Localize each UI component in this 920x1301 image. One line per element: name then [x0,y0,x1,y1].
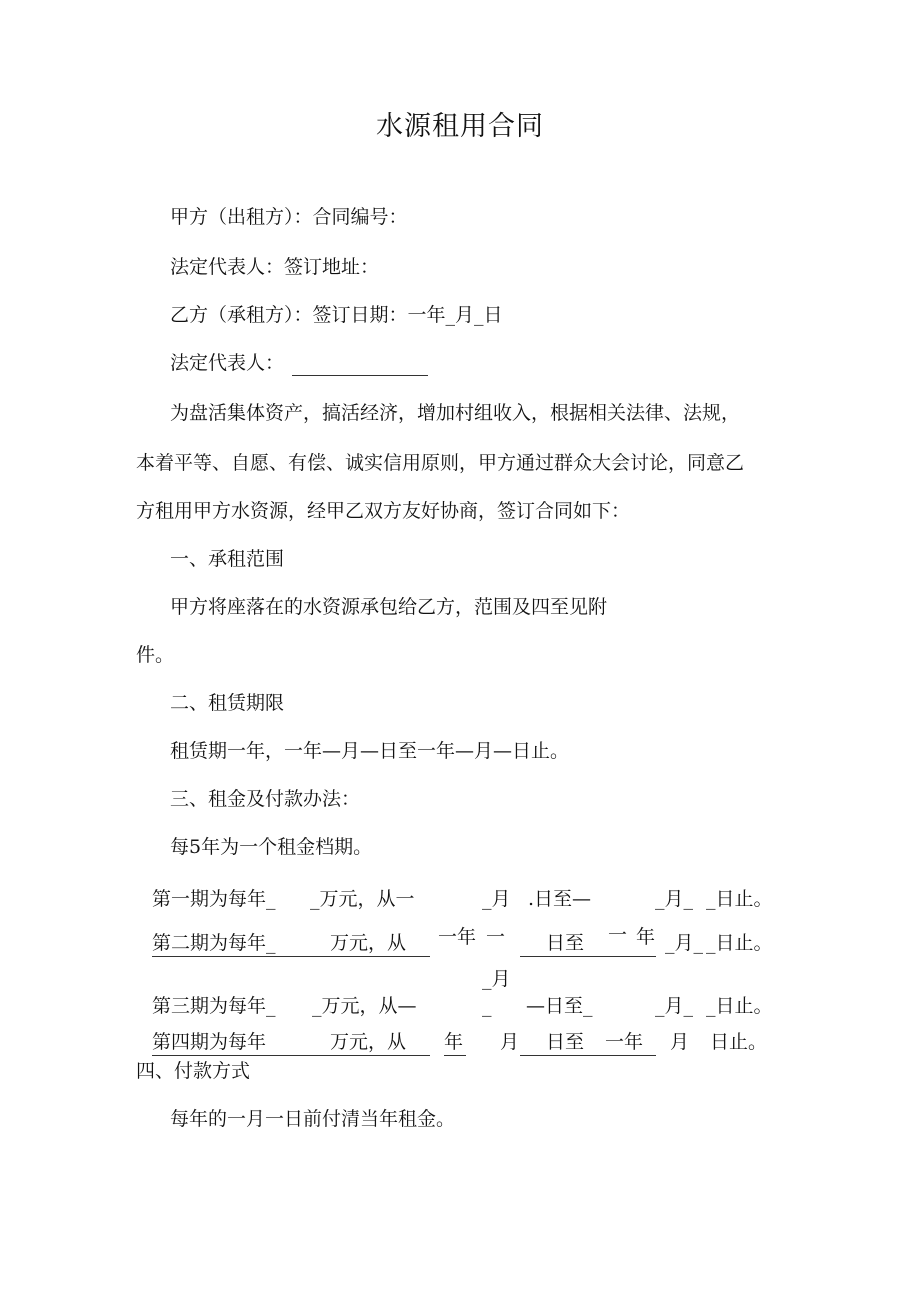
period-2-amount: 万元，从 [330,932,407,954]
period-4-underline-1 [152,1055,430,1056]
period-2-year-2: 年 [636,926,656,948]
section-4-heading: 四、付款方式 [136,1060,251,1082]
period-1-month: _月 [482,888,511,910]
period-4-year-2: 一年 [605,1031,644,1053]
representative-b-line [170,350,428,376]
period-2-month: _月 [482,968,511,990]
period-4-year: 年 [444,1031,464,1053]
period-2-end: _日止。 [706,932,773,954]
period-4-end: 日止。 [710,1031,768,1053]
period-3-end-month: _月_ [655,995,694,1017]
period-4-underline-2 [444,1055,466,1056]
section-1-heading: 一、承租范围 [170,548,285,570]
period-4-end-month: 月 [670,1031,690,1053]
section-2-heading: 二、租赁期限 [170,692,285,714]
period-3-label: 第三期为每年_ [152,995,276,1017]
section-1-body-1: 甲方将座落在的水资源承包给乙方，范围及四至见附 [170,596,608,618]
period-1-label: 第一期为每年_ [152,888,276,910]
intro-line-3: 方租用甲方水资源，经甲乙双方友好协商，签订合同如下： [136,500,631,522]
section-4-body: 每年的一月一日前付清当年租金。 [170,1108,456,1130]
period-1-amount: _万元，从一 [310,888,415,910]
period-3-blank: _ [482,995,492,1017]
period-3-end: _日止。 [706,995,773,1017]
section-2-body: 租赁期一年，一年—月—日至一年—月—日止。 [170,740,570,762]
party-a-line: 甲方（出租方）：合同编号： [170,206,408,228]
representative-b-blank [292,357,428,376]
section-3-heading: 三、租金及付款办法： [170,788,361,810]
schedule-period-2 [150,924,773,990]
period-1-day-to: .日至— [528,888,592,910]
period-2-end-month: _月_ [665,932,704,954]
period-4-amount: 万元，从 [330,1031,407,1053]
schedule-period-3 [150,993,773,1023]
period-2-year: 一年 [438,926,477,948]
period-3-day-to: —日至_ [526,995,593,1017]
period-2-dash-2: 一 [608,924,628,946]
period-4-month: 月 [500,1031,520,1053]
period-4-label: 第四期为每年 [152,1031,267,1053]
period-2-dash: 一 [486,926,506,948]
period-2-underline-1 [152,956,430,957]
period-3-amount: _万元，从— [312,995,417,1017]
representative-b-label: 法定代表人： [170,352,285,374]
intro-line-2: 本着平等、自愿、有偿、诚实信用原则，甲方通过群众大会讨论，同意乙 [136,452,745,474]
period-2-underline-2 [520,956,656,957]
period-1-end: _日止。 [706,888,773,910]
representative-a-line: 法定代表人：签订地址： [170,256,380,278]
document-title: 水源租用合同 [376,111,544,142]
schedule-period-1 [150,886,773,916]
section-3-body: 每5年为一个租金档期。 [170,836,373,858]
period-4-day-to: 日至 [546,1031,585,1053]
party-b-line: 乙方（承租方）：签订日期：一年_月_日 [170,304,503,326]
period-4-underline-3 [520,1055,656,1056]
section-1-body-2: 件。 [136,644,175,666]
intro-line-1: 为盘活集体资产，搞活经济，增加村组收入，根据相关法律、法规， [170,402,741,424]
period-1-end-month: _月_ [655,888,694,910]
period-2-label: 第二期为每年_ [152,932,276,954]
period-2-day-to: 日至 [546,932,585,954]
